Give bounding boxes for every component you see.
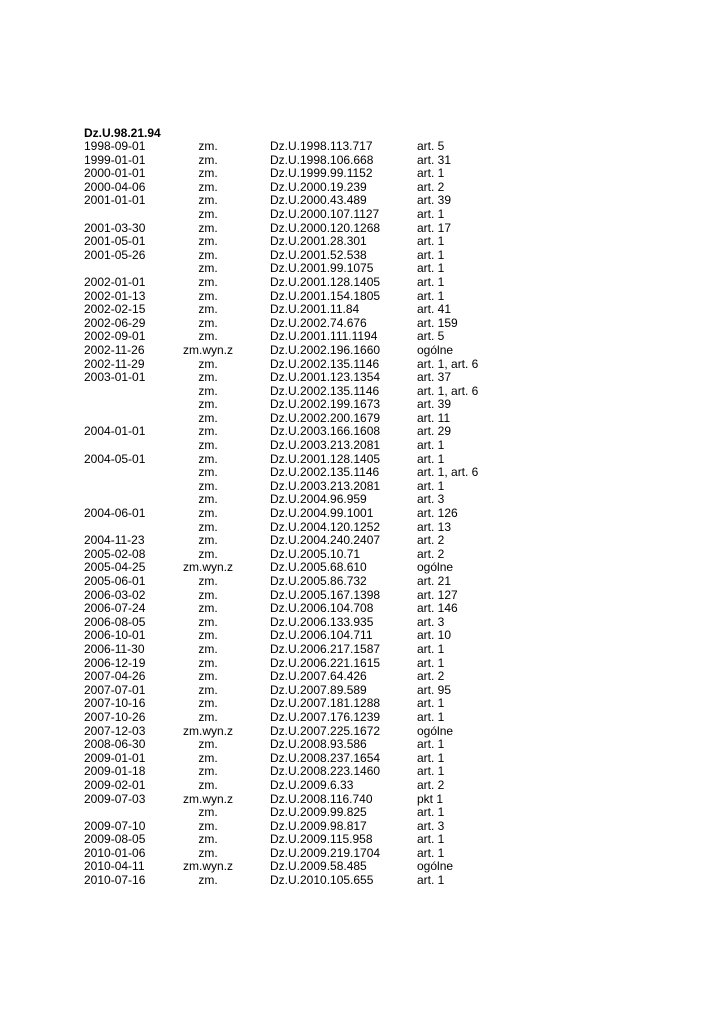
row-type: zm.	[198, 601, 218, 616]
row-type: zm.	[198, 655, 218, 670]
row-type: zm.	[198, 234, 218, 249]
row-reference: Dz.U.1998.106.668	[270, 152, 374, 167]
row-date: 2001-01-01	[84, 193, 146, 208]
row-type: zm.	[198, 424, 218, 439]
row-type: zm.	[198, 193, 218, 208]
row-date: 2007-12-03	[84, 723, 146, 738]
row-article: art. 13	[417, 519, 452, 534]
row-date: 2002-01-13	[84, 288, 146, 303]
row-type: zm.	[198, 764, 218, 779]
row-article: art. 1	[417, 805, 445, 820]
row-type: zm.	[198, 641, 218, 656]
row-reference: Dz.U.2002.200.1679	[270, 410, 381, 425]
row-article: art. 1	[417, 737, 445, 752]
row-date: 2000-04-06	[84, 179, 146, 194]
row-type: zm.	[198, 709, 218, 724]
row-type: zm.	[198, 179, 218, 194]
row-article: art. 126	[417, 506, 458, 521]
row-article: art. 21	[417, 574, 452, 588]
row-type: zm.	[198, 139, 218, 153]
row-type: zm.	[198, 818, 218, 833]
row-date: 2000-01-01	[84, 166, 146, 181]
row-article: art. 1	[417, 261, 445, 276]
row-date: 2002-01-01	[84, 274, 146, 289]
row-reference: Dz.U.2002.74.676	[270, 315, 367, 330]
row-article: art. 2	[417, 669, 445, 684]
row-reference: Dz.U.1999.99.1152	[270, 166, 373, 181]
row-reference: Dz.U.2005.10.71	[270, 546, 361, 561]
row-type: zm.	[198, 152, 218, 167]
row-reference: Dz.U.2003.213.2081	[270, 438, 381, 453]
row-type: zm.	[198, 519, 218, 534]
row-reference: Dz.U.2000.19.239	[270, 179, 367, 194]
row-article: art. 1	[417, 873, 445, 888]
row-article: art. 1	[417, 288, 445, 303]
row-date: 2005-02-08	[84, 546, 146, 561]
row-type: zm.	[198, 288, 218, 303]
row-reference: Dz.U.2007.176.1239	[270, 709, 381, 724]
row-date: 2004-06-01	[84, 506, 146, 521]
row-reference: Dz.U.2004.120.1252	[270, 519, 381, 534]
row-article: art. 1, art. 6	[417, 383, 479, 398]
row-date: 2005-06-01	[84, 574, 146, 588]
row-article: art. 3	[417, 818, 445, 833]
row-date: 2007-10-26	[84, 709, 146, 724]
row-reference: Dz.U.2008.237.1654	[270, 750, 381, 765]
row-date: 2003-01-01	[84, 370, 146, 385]
row-date: 2010-07-16	[84, 873, 146, 888]
row-reference: Dz.U.2002.135.1146	[270, 383, 380, 398]
row-date: 2009-01-01	[84, 750, 146, 765]
row-type: zm.wyn.z	[182, 859, 233, 874]
row-type: zm.	[198, 438, 218, 453]
row-type: zm.	[198, 873, 218, 888]
row-date: 1999-01-01	[84, 152, 146, 167]
row-reference: Dz.U.2005.167.1398	[270, 587, 381, 602]
row-article: art. 1	[417, 750, 445, 765]
row-article: art. 37	[417, 370, 452, 385]
row-article: art. 39	[417, 397, 452, 412]
row-type: zm.	[198, 777, 218, 792]
row-type: zm.wyn.z	[182, 560, 233, 575]
row-date: 2006-11-30	[84, 641, 145, 656]
row-reference: Dz.U.2006.133.935	[270, 614, 374, 629]
row-reference: Dz.U.2001.154.1805	[270, 288, 381, 303]
row-type: zm.	[198, 805, 218, 820]
row-reference: Dz.U.2006.104.708	[270, 601, 374, 616]
row-reference: Dz.U.2002.199.1673	[270, 397, 381, 412]
row-type: zm.	[198, 329, 218, 344]
row-reference: Dz.U.2009.99.825	[270, 805, 367, 820]
row-article: art. 1	[417, 845, 445, 860]
row-date: 2001-05-26	[84, 247, 146, 262]
row-article: art. 5	[417, 329, 445, 344]
row-article: art. 1	[417, 832, 445, 847]
row-reference: Dz.U.2006.104.711	[270, 628, 373, 643]
row-reference: Dz.U.2009.6.33	[270, 777, 354, 792]
row-date: 2005-04-25	[84, 560, 146, 575]
row-reference: Dz.U.2005.68.610	[270, 560, 367, 575]
row-type: zm.	[198, 506, 218, 521]
row-reference: Dz.U.2002.135.1146	[270, 465, 380, 480]
row-reference: Dz.U.2009.115.958	[270, 832, 373, 847]
row-article: art. 41	[417, 302, 452, 317]
row-type: zm.	[198, 737, 218, 752]
row-reference: Dz.U.2007.181.1288	[270, 696, 381, 711]
row-type: zm.	[198, 356, 218, 371]
row-reference: Dz.U.2006.217.1587	[270, 641, 381, 656]
row-reference: Dz.U.2000.43.489	[270, 193, 367, 208]
row-date: 2006-12-19	[84, 655, 146, 670]
row-reference: Dz.U.2001.99.1075	[270, 261, 374, 276]
row-date: 2002-11-26	[84, 342, 145, 357]
row-reference: Dz.U.2009.98.817	[270, 818, 367, 833]
row-type: zm.	[198, 682, 218, 697]
row-date: 2010-04-11	[84, 859, 145, 874]
row-type: zm.	[198, 832, 218, 847]
row-date: 2004-01-01	[84, 424, 146, 439]
row-article: art. 1	[417, 696, 445, 711]
row-article: art. 95	[417, 682, 452, 697]
row-reference: Dz.U.2008.223.1460	[270, 764, 381, 779]
row-article: art. 1	[417, 478, 445, 493]
row-date: 2006-08-05	[84, 614, 146, 629]
row-type: zm.	[198, 410, 218, 425]
row-date: 2001-03-30	[84, 220, 146, 235]
row-type: zm.	[198, 574, 218, 588]
row-article: art. 3	[417, 614, 445, 629]
row-reference: Dz.U.2002.135.1146	[270, 356, 380, 371]
row-date: 2009-07-03	[84, 791, 146, 806]
row-date: 1998-09-01	[84, 139, 146, 153]
row-date: 2009-01-18	[84, 764, 146, 779]
row-reference: Dz.U.2001.28.301	[270, 234, 367, 249]
row-type: zm.	[198, 383, 218, 398]
row-reference: Dz.U.2004.99.1001	[270, 506, 374, 521]
row-type: zm.	[198, 465, 218, 480]
row-date: 2002-02-15	[84, 302, 146, 317]
row-type: zm.	[198, 478, 218, 493]
row-date: 2009-02-01	[84, 777, 146, 792]
row-article: art. 31	[417, 152, 452, 167]
row-article: art. 2	[417, 546, 445, 561]
row-reference: Dz.U.2002.196.1660	[270, 342, 381, 357]
row-date: 2006-10-01	[84, 628, 146, 643]
row-type: zm.	[198, 370, 218, 385]
row-type: zm.	[198, 845, 218, 860]
row-article: art. 10	[417, 628, 452, 643]
row-article: pkt 1	[417, 791, 444, 806]
row-type: zm.	[198, 274, 218, 289]
row-reference: Dz.U.2007.89.589	[270, 682, 367, 697]
row-article: art. 1	[417, 451, 445, 466]
row-date: 2007-10-16	[84, 696, 146, 711]
row-article: art. 1	[417, 234, 445, 249]
row-article: art. 29	[417, 424, 452, 439]
row-date: 2002-11-29	[84, 356, 145, 371]
row-date: 2004-11-23	[84, 533, 145, 548]
row-reference: Dz.U.2001.11.84	[270, 302, 360, 317]
row-date: 2001-05-01	[84, 234, 146, 249]
row-article: art. 17	[417, 220, 452, 235]
row-reference: Dz.U.2001.123.1354	[270, 370, 381, 385]
row-date: 2007-07-01	[84, 682, 146, 697]
row-article: ogólne	[417, 859, 454, 874]
row-reference: Dz.U.2008.116.740	[270, 791, 373, 806]
row-article: ogólne	[417, 560, 454, 575]
row-type: zm.wyn.z	[182, 342, 233, 357]
row-type: zm.	[198, 220, 218, 235]
row-reference: Dz.U.2003.213.2081	[270, 478, 381, 493]
row-type: zm.	[198, 696, 218, 711]
row-type: zm.	[198, 750, 218, 765]
row-article: art. 5	[417, 139, 445, 153]
row-article: art. 146	[417, 601, 458, 616]
row-reference: Dz.U.2007.64.426	[270, 669, 367, 684]
row-type: zm.	[198, 315, 218, 330]
row-reference: Dz.U.2005.86.732	[270, 574, 367, 588]
row-article: art. 1	[417, 641, 445, 656]
row-reference: Dz.U.2000.107.1127	[270, 206, 380, 221]
row-type: zm.	[198, 669, 218, 684]
row-article: ogólne	[417, 342, 454, 357]
row-type: zm.	[198, 261, 218, 276]
row-type: zm.	[198, 546, 218, 561]
row-reference: Dz.U.2006.221.1615	[270, 655, 381, 670]
row-article: art. 1, art. 6	[417, 356, 479, 371]
row-article: art. 39	[417, 193, 452, 208]
row-type: zm.	[198, 166, 218, 181]
row-article: art. 2	[417, 179, 445, 194]
row-reference: Dz.U.2004.240.2407	[270, 533, 381, 548]
row-article: art. 1	[417, 655, 445, 670]
row-article: ogólne	[417, 723, 454, 738]
row-article: art. 2	[417, 533, 445, 548]
row-reference: Dz.U.2000.120.1268	[270, 220, 381, 235]
row-article: art. 159	[417, 315, 458, 330]
row-type: zm.	[198, 628, 218, 643]
row-reference: Dz.U.2001.111.1194	[270, 329, 378, 344]
row-article: art. 2	[417, 777, 445, 792]
row-date: 2009-07-10	[84, 818, 146, 833]
row-date: 2006-07-24	[84, 601, 146, 616]
row-reference: Dz.U.2010.105.655	[270, 873, 374, 888]
row-type: zm.	[198, 302, 218, 317]
row-reference: Dz.U.2001.52.538	[270, 247, 367, 262]
row-type: zm.	[198, 397, 218, 412]
row-article: art. 1, art. 6	[417, 465, 479, 480]
row-type: zm.	[198, 587, 218, 602]
row-reference: Dz.U.2001.128.1405	[270, 451, 381, 466]
row-article: art. 3	[417, 492, 445, 507]
row-reference: Dz.U.2004.96.959	[270, 492, 367, 507]
row-type: zm.	[198, 492, 218, 507]
row-date: 2009-08-05	[84, 832, 146, 847]
row-article: art. 1	[417, 274, 445, 289]
document-title: Dz.U.98.21.94	[84, 126, 161, 140]
row-type: zm.	[198, 614, 218, 629]
row-article: art. 1	[417, 764, 445, 779]
row-date: 2006-03-02	[84, 587, 146, 602]
row-article: art. 1	[417, 247, 445, 262]
row-article: art. 127	[417, 587, 458, 602]
row-type: zm.	[198, 533, 218, 548]
row-reference: Dz.U.2007.225.1672	[270, 723, 381, 738]
row-date: 2004-05-01	[84, 451, 146, 466]
row-reference: Dz.U.2009.58.485	[270, 859, 367, 874]
row-article: art. 1	[417, 166, 445, 181]
row-reference: Dz.U.2001.128.1405	[270, 274, 381, 289]
row-reference: Dz.U.2008.93.586	[270, 737, 367, 752]
row-date: 2008-06-30	[84, 737, 146, 752]
row-type: zm.	[198, 247, 218, 262]
row-reference: Dz.U.2003.166.1608	[270, 424, 381, 439]
row-date: 2010-01-06	[84, 845, 146, 860]
row-article: art. 1	[417, 709, 445, 724]
row-reference: Dz.U.1998.113.717	[270, 139, 373, 153]
row-type: zm.	[198, 206, 218, 221]
row-type: zm.wyn.z	[182, 723, 233, 738]
row-date: 2007-04-26	[84, 669, 146, 684]
row-type: zm.	[198, 451, 218, 466]
row-type: zm.wyn.z	[182, 791, 233, 806]
row-article: art. 1	[417, 438, 445, 453]
row-date: 2002-06-29	[84, 315, 146, 330]
row-reference: Dz.U.2009.219.1704	[270, 845, 381, 860]
row-article: art. 11	[417, 410, 451, 425]
row-date: 2002-09-01	[84, 329, 146, 344]
row-article: art. 1	[417, 206, 445, 221]
